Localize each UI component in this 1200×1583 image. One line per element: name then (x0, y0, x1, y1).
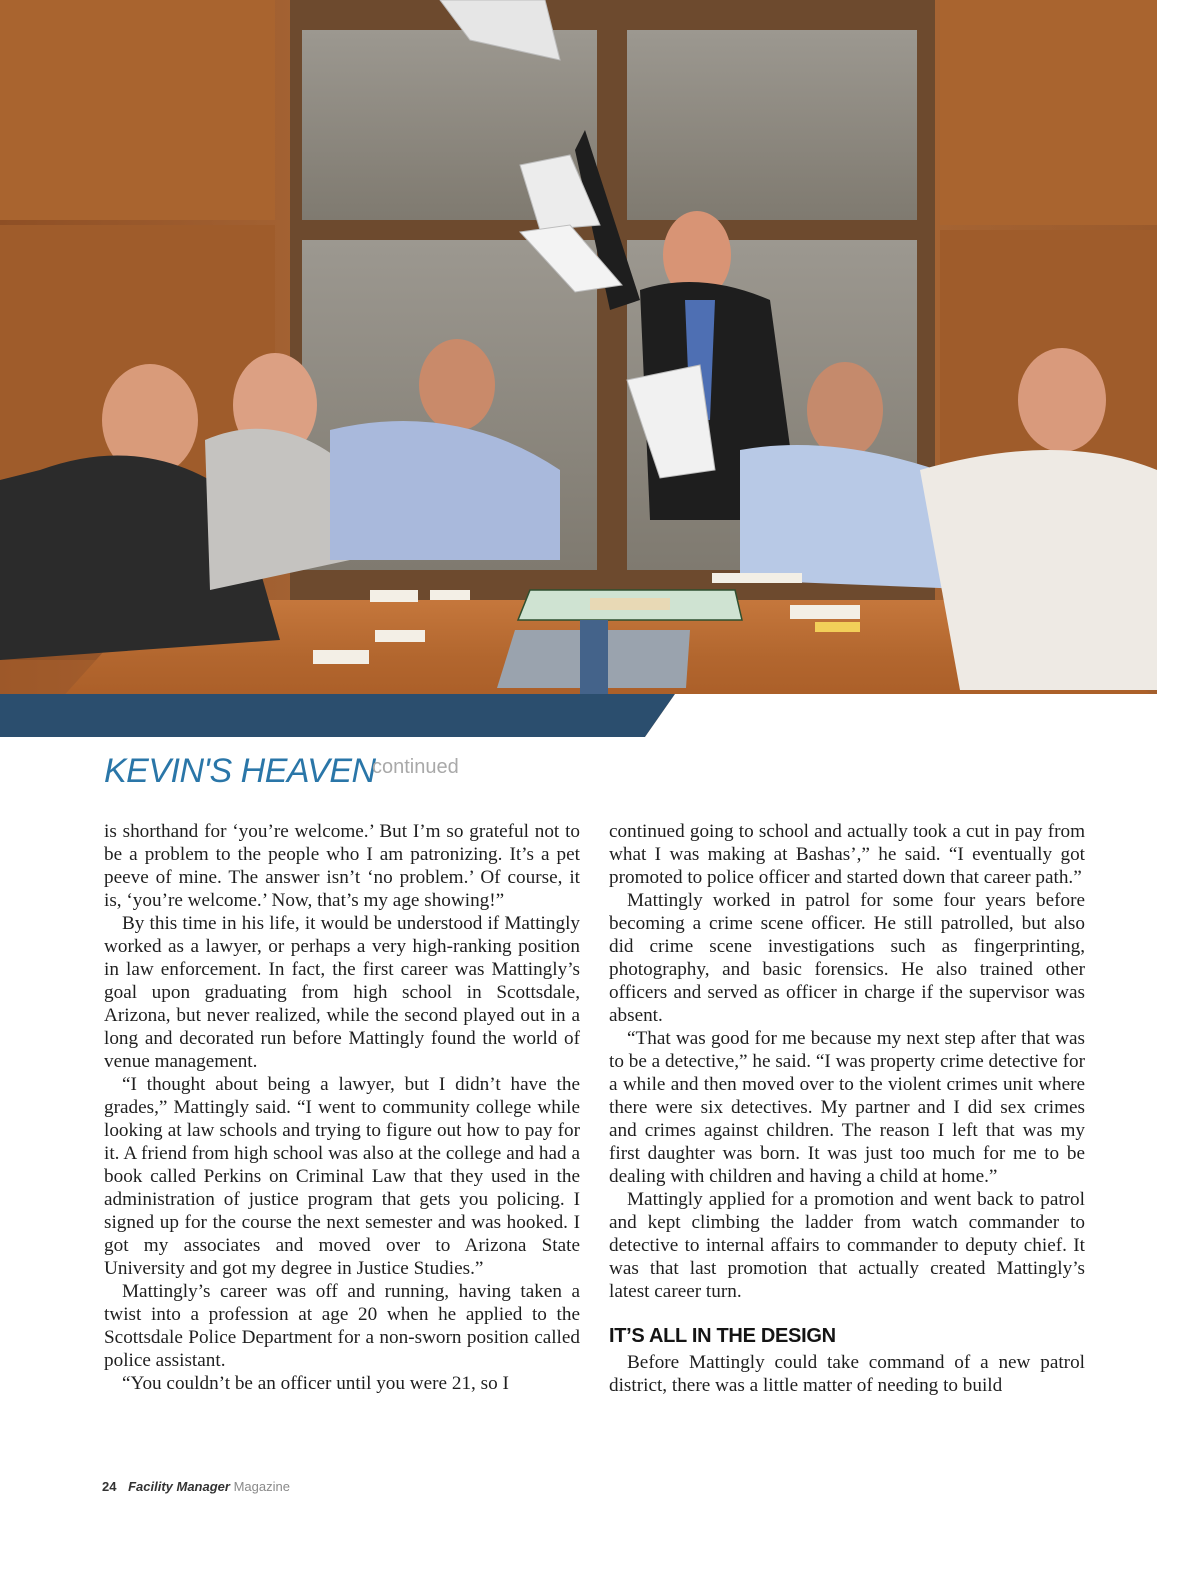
article-column-right (609, 820, 1085, 1397)
paragraph: Mattingly applied for a promotion and went back to patrol and kept climbing the ladder from watch commander to detective to internal affairs to commander to deputy chief. It was that last promotion that actually created Mattingly’s latest career turn. (609, 1189, 1085, 1302)
page-footer (102, 1479, 290, 1494)
paragraph: By this time in his life, it would be understood if Mattingly worked as a lawyer, or perhaps a very high-ranking position in law enforcement. In fact, the first career was Mattingly’s goal upon graduating from high school in Scottsdale, Arizona, but never realized, while the second played out in a long and decorated run before Mattingly found the world of venue management. (104, 913, 580, 1072)
paragraph: “That was good for me because my next step after that was to be a detective,” he said. “I was property crime detective for a while and then moved over to the violent crimes unit where there were six detectives. My partner and I did sex crimes and crimes against children. The reason I left that was my first daughter was born. It was just too much for me to be dealing with children and having a child at home.” (609, 1028, 1085, 1187)
photo-margin (1157, 0, 1200, 737)
publication-name: Facility Manager (128, 1479, 230, 1494)
paragraph: “I thought about being a lawyer, but I didn’t have the grades,” Mattingly said. “I went to community college while looking at law schools and trying to figure out how to pay for it. A friend from high school was also at the college and had a book called Perkins on Criminal Law that they used in the administration of justice program that gets you policing. I signed up for the course the next semester and was hooked. I got my associates and moved over to Arizona State University and got my degree in Justice Studies.” (104, 1074, 580, 1279)
paragraph: is shorthand for ‘you’re welcome.’ But I’m so grateful not to be a problem to the people who I am patronizing. It’s a pet peeve of mine. The answer isn’t ‘no problem.’ Of course, it is, ‘you’re welcome.’ Now, that’s my age showing!” (104, 821, 580, 911)
paragraph: continued going to school and actually took a cut in pay from what I was making at Bashas’,” he said. “I eventually got promoted to police officer and started down that career path.” (609, 821, 1085, 888)
paragraph: “You couldn’t be an officer until you were 21, so I (122, 1373, 509, 1394)
section-title: KEVIN'S HEAVEN (104, 752, 376, 790)
paragraph: Before Mattingly could take command of a new patrol district, there was a little matter of needing to build (609, 1352, 1085, 1396)
section-subhead: IT’S ALL IN THE DESIGN (609, 1325, 836, 1347)
paragraph: Mattingly worked in patrol for some four years before becoming a crime scene officer. He still patrolled, but also did crime scene investigations such as fingerprinting, photography, and basic forensics. He also trained other officers and served as officer in charge if the supervisor was absent. (609, 890, 1085, 1026)
photo-illustration (0, 0, 1157, 737)
article-column-left (104, 820, 580, 1395)
article-photo (0, 0, 1157, 737)
section-subtitle: continued (372, 756, 459, 778)
publication-type: Magazine (233, 1479, 290, 1494)
paragraph: Mattingly’s career was off and running, having taken a twist into a profession at age 20 when he applied to the Scottsdale Police Department for a non-sworn position called police assistant. (104, 1281, 580, 1371)
page-number: 24 (102, 1479, 117, 1494)
